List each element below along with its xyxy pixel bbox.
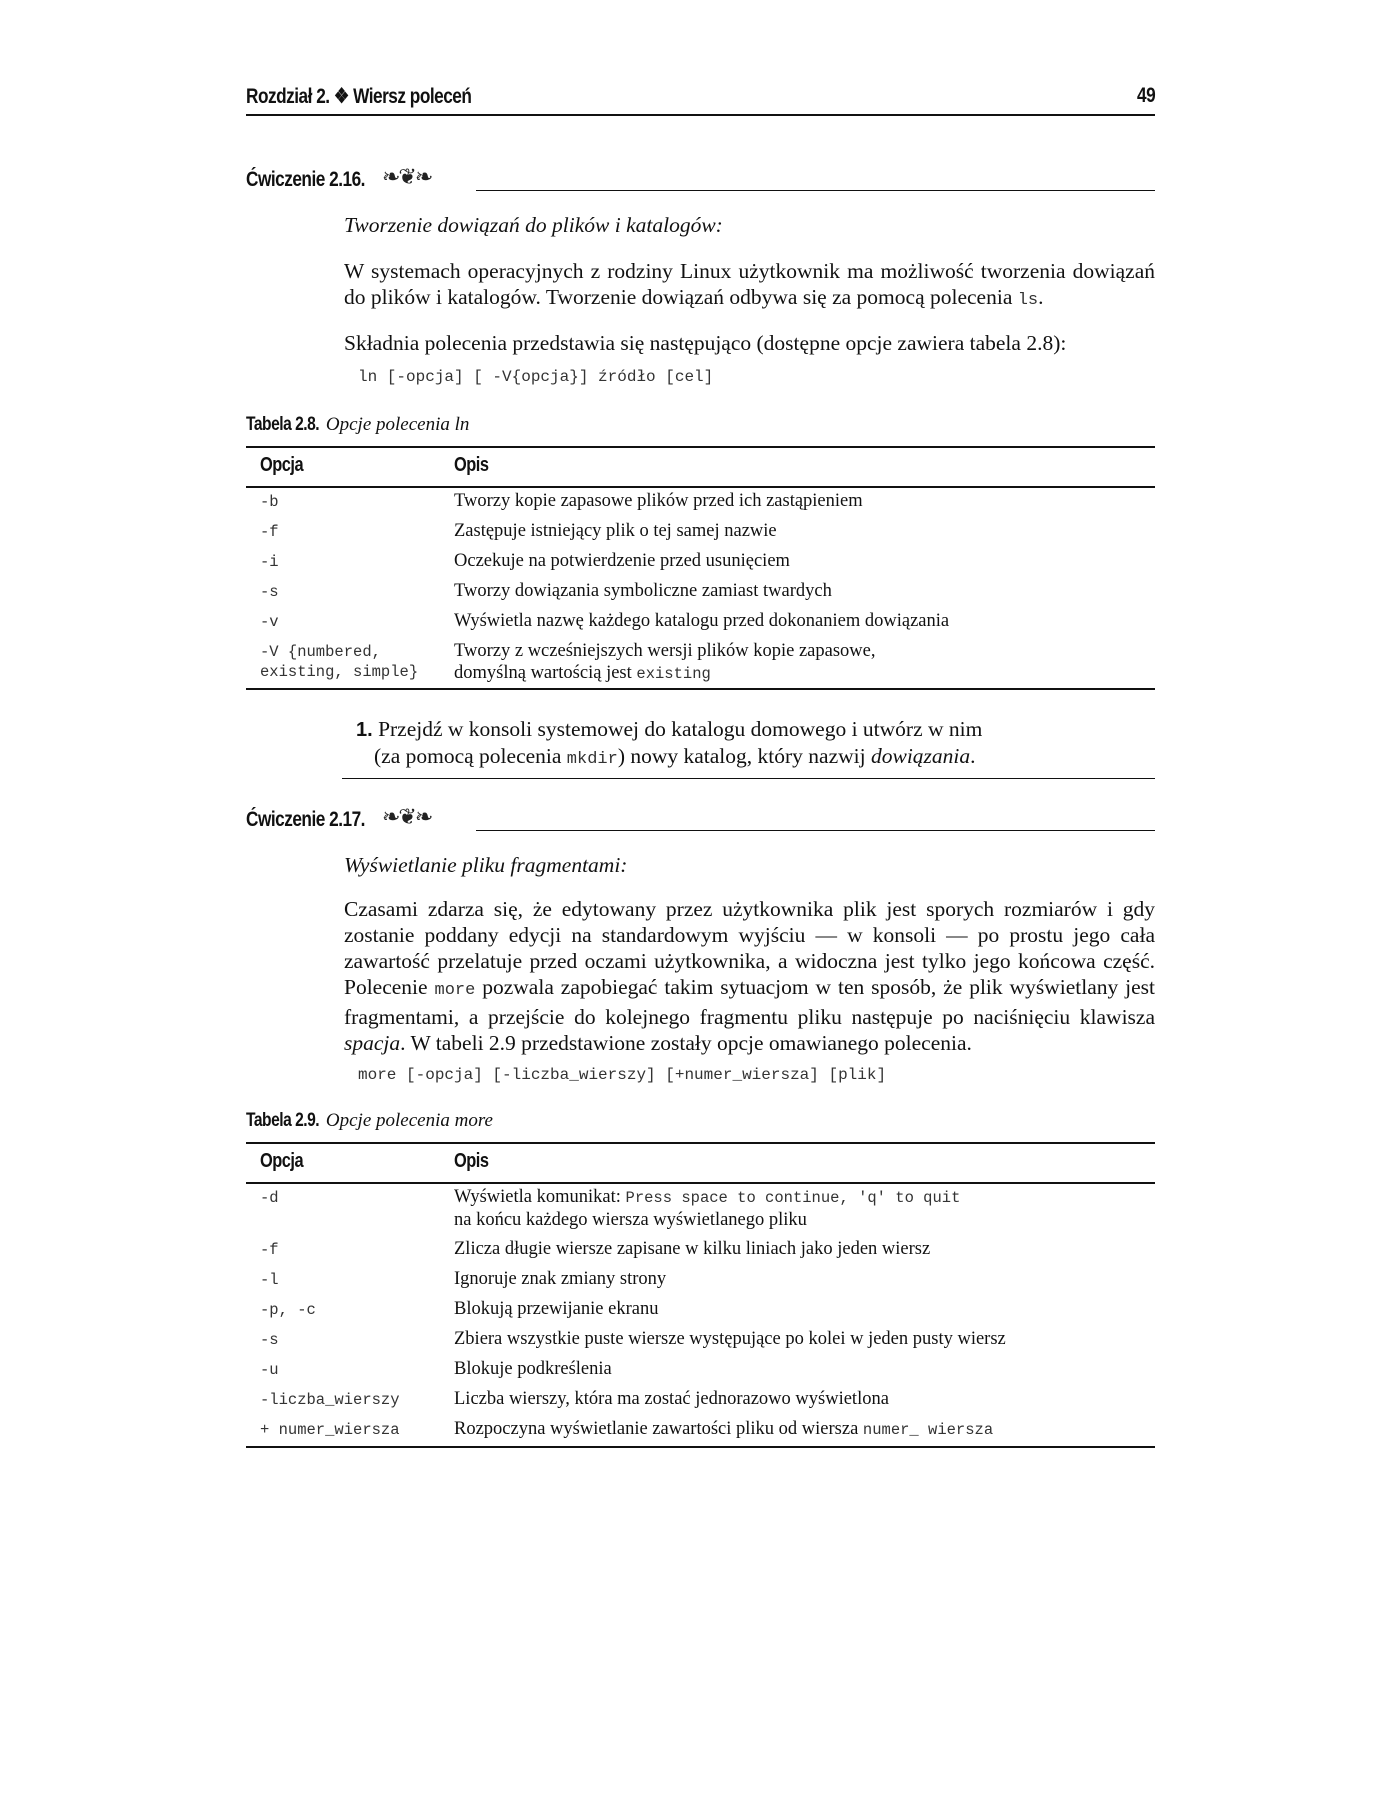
- option-description: [454, 640, 876, 685]
- exercise-heading: [246, 804, 1155, 838]
- exercise-heading: [246, 164, 1155, 198]
- table-row: [246, 1296, 1155, 1326]
- option-code: -l: [260, 1271, 279, 1289]
- option-description: Zlicza długie wiersze zapisane w kilku liniach jako jeden wiersz: [454, 1239, 931, 1259]
- option-code: -s: [260, 1331, 279, 1349]
- inline-code: more: [434, 981, 476, 1000]
- syntax-line: more [-opcja] [-liczba_wierszy] [+numer_wiersza] [plik]: [358, 1066, 887, 1084]
- paragraph-text: pozwala zapobiegać takim sytuacjom w ten sposób, że plik wyświetlany jest fragmentami, a przejście do kolejnego fragmentu pliku następuje po naciśnięciu klawisza: [344, 975, 1156, 1029]
- table-row: [246, 1386, 1155, 1416]
- option-description: Blokuje podkreślenia: [454, 1359, 612, 1379]
- options-table-more: [246, 1142, 1155, 1448]
- option-description: Zastępuje istniejący plik o tej samej nazwie: [454, 521, 777, 541]
- page-header: [246, 84, 1155, 116]
- paragraph: [344, 896, 1155, 1056]
- option-description: [454, 1418, 993, 1441]
- step-text: Przejdź w konsoli systemowej do katalogu domowego i utwórz w nim: [378, 717, 983, 741]
- table-row: [246, 638, 1155, 690]
- table-row: [246, 1266, 1155, 1296]
- table-caption-text: Opcje polecenia more: [325, 1110, 493, 1131]
- table-caption: [246, 414, 469, 436]
- table-row: [246, 1326, 1155, 1356]
- option-code-line: -V {numbered,: [260, 643, 381, 661]
- divider: [342, 778, 1155, 779]
- step-text: (za pomocą polecenia: [374, 744, 562, 768]
- paragraph: Składnia polecenia przedstawia się następująco (dostępne opcje zawiera tabela 2.8):: [344, 331, 1067, 355]
- table-row: [246, 578, 1155, 608]
- table-caption: [246, 1110, 493, 1132]
- step-text: ) nowy katalog, który nazwij: [617, 744, 866, 768]
- table-header: [246, 1142, 1155, 1184]
- table-caption-text: Opcje polecenia ln: [325, 414, 470, 435]
- option-description: Oczekuje na potwierdzenie przed usunięciem: [454, 551, 790, 571]
- table-header: [246, 446, 1155, 488]
- option-description-line: Rozpoczyna wyświetlanie zawartości pliku od wiersza: [454, 1419, 859, 1439]
- step-number: 1.: [356, 719, 373, 741]
- option-code: -s: [260, 583, 279, 601]
- table-caption-label: Tabela 2.9.: [246, 1110, 320, 1131]
- paragraph: [344, 258, 1155, 314]
- table-row: [246, 488, 1155, 518]
- paragraph-end: .: [1038, 285, 1044, 309]
- ornament-icon: ❧❦❧: [382, 804, 432, 829]
- step-italic: dowiązania: [870, 744, 971, 768]
- ornament-icon: ❧❦❧: [382, 164, 432, 189]
- option-code: -liczba_wierszy: [260, 1391, 400, 1409]
- options-table-ln: [246, 446, 1155, 690]
- inline-code: ls: [1017, 291, 1039, 310]
- exercise-label: Ćwiczenie 2.16.: [246, 168, 365, 191]
- option-code: [260, 642, 418, 682]
- step-end: .: [970, 744, 976, 768]
- column-header-description: Opis: [454, 454, 489, 476]
- paragraph-text: . W tabeli 2.9 przedstawione zostały opcje omawianego polecenia.: [400, 1031, 972, 1055]
- option-code: -d: [260, 1189, 279, 1207]
- option-description-line: Wyświetla komunikat:: [454, 1187, 621, 1207]
- paragraph-italic: spacja: [344, 1031, 401, 1055]
- option-description: Zbiera wszystkie puste wiersze występujące po kolei w jeden pusty wiersz: [454, 1329, 1006, 1349]
- column-header-description: Opis: [454, 1150, 489, 1172]
- option-description: Wyświetla nazwę każdego katalogu przed dokonaniem dowiązania: [454, 611, 950, 631]
- paragraph-text: W systemach operacyjnych z rodziny Linux użytkownik ma możliwość tworzenia dowiązań do plików i katalogów. Tworzenie dowiązań odbywa się za pomocą polecenia: [344, 259, 1155, 309]
- inline-code: existing: [636, 665, 711, 683]
- syntax-line: ln [-opcja] [ -V{opcja}] źródło [cel]: [358, 368, 714, 386]
- inline-code: mkdir: [566, 750, 618, 769]
- table-row: [246, 1416, 1155, 1448]
- option-description: Tworzy dowiązania symboliczne zamiast twardych: [454, 581, 832, 601]
- option-code: -b: [260, 493, 279, 511]
- divider: [476, 830, 1155, 831]
- option-description: Blokują przewijanie ekranu: [454, 1299, 659, 1319]
- table-row: [246, 1184, 1155, 1236]
- option-description: Tworzy kopie zapasowe plików przed ich zastąpieniem: [454, 491, 863, 511]
- exercise-title: Tworzenie dowiązań do plików i katalogów:: [344, 213, 723, 237]
- table-row: [246, 1236, 1155, 1266]
- option-code: -u: [260, 1361, 279, 1379]
- exercise-label: Ćwiczenie 2.17.: [246, 808, 365, 831]
- option-description: [454, 1186, 960, 1231]
- table-caption-label: Tabela 2.8.: [246, 414, 320, 435]
- option-code: -p, -c: [260, 1301, 316, 1319]
- page-number: 49: [1136, 84, 1155, 107]
- inline-code: Press space to continue, 'q' to quit: [625, 1189, 961, 1207]
- table-row: [246, 608, 1155, 638]
- table-row: [246, 1356, 1155, 1386]
- option-description-line: Tworzy z wcześniejszych wersji plików kopie zapasowe,: [454, 641, 876, 661]
- step-1: [356, 716, 1136, 773]
- option-code: -i: [260, 553, 279, 571]
- option-description: Liczba wierszy, która ma zostać jednorazowo wyświetlona: [454, 1389, 889, 1409]
- table-row: [246, 518, 1155, 548]
- exercise-title: Wyświetlanie pliku fragmentami:: [344, 853, 628, 877]
- chapter-title: Rozdział 2. ❖ Wiersz poleceń: [246, 85, 472, 108]
- paragraph-text: Czasami zdarza się, że edytowany przez użytkownika plik jest sporych rozmiarów i gdy zostanie poddany edycji na standardowym wyjściu — w konsoli — po prostu jego cała zawartość przelatuje przed oczami użytkownika, a widoczna jest tylko jego końcowa część. Polecenie: [344, 897, 1155, 999]
- column-header-option: Opcja: [260, 1150, 304, 1172]
- option-code: + numer_wiersza: [260, 1421, 400, 1439]
- inline-code: numer_ wiersza: [862, 1421, 994, 1439]
- option-description-line: na końcu każdego wiersza wyświetlanego pliku: [454, 1210, 807, 1230]
- table-row: [246, 548, 1155, 578]
- option-code: -v: [260, 613, 279, 631]
- option-description-line: domyślną wartością jest: [454, 663, 632, 683]
- option-code: -f: [260, 1241, 279, 1259]
- option-code: -f: [260, 523, 279, 541]
- divider: [476, 190, 1155, 191]
- column-header-option: Opcja: [260, 454, 304, 476]
- option-description: Ignoruje znak zmiany strony: [454, 1269, 667, 1289]
- option-code-line: existing, simple}: [260, 663, 419, 681]
